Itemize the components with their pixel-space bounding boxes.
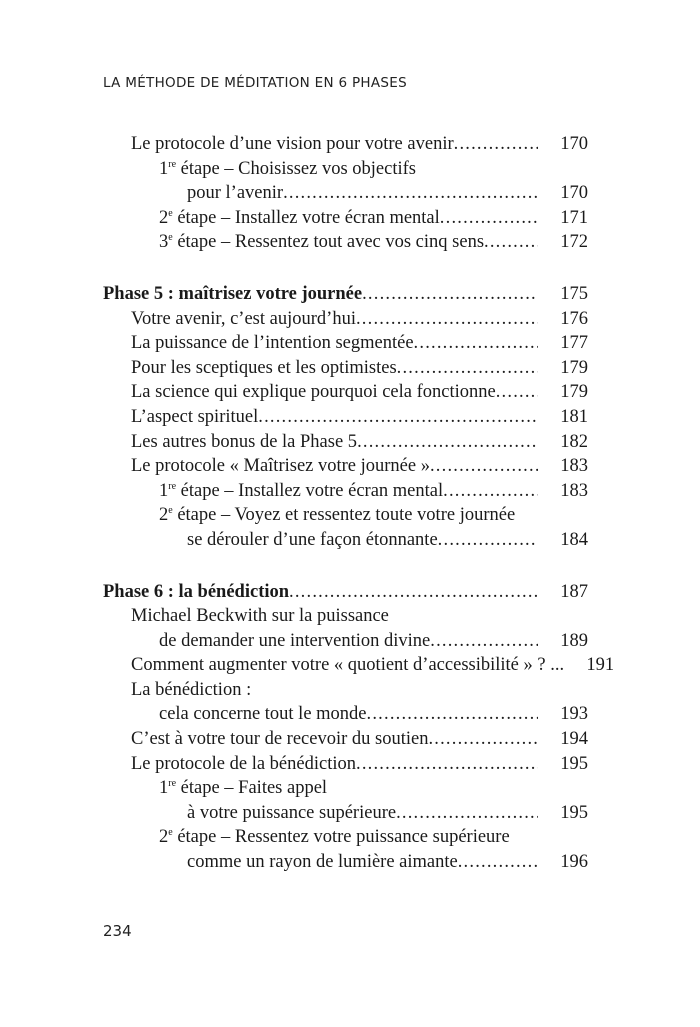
toc-page-number: 189 bbox=[560, 630, 588, 651]
dot-leader bbox=[258, 405, 538, 430]
entry-text: Le protocole d’une vision pour votre avenir bbox=[131, 134, 454, 154]
entry-text: La science qui explique pourquoi cela fonctionne bbox=[131, 382, 496, 403]
dot-leader bbox=[443, 479, 538, 504]
entry-text: étape – Installez votre écran mental bbox=[176, 480, 444, 501]
toc-entry-title bbox=[131, 331, 414, 356]
toc-entry-title bbox=[187, 528, 438, 553]
entry-text: de demander une intervention divine bbox=[159, 630, 431, 651]
toc-entry bbox=[103, 503, 588, 528]
toc-entry bbox=[103, 528, 588, 553]
toc-entry bbox=[103, 380, 588, 405]
ordinal-suffix: re bbox=[168, 480, 177, 492]
toc-entry-title bbox=[131, 604, 389, 629]
step-number: 2 bbox=[159, 827, 169, 848]
step-number: 1 bbox=[159, 480, 169, 501]
entry-text: La bénédiction : bbox=[131, 679, 252, 700]
entry-text: Pour les sceptiques et les optimistes bbox=[131, 357, 397, 378]
toc-page-number: 172 bbox=[560, 232, 588, 253]
entry-text: Michael Beckwith sur la puissance bbox=[131, 606, 389, 627]
toc-entry-title bbox=[159, 629, 430, 654]
entry-text: se dérouler d’une façon étonnante bbox=[187, 529, 438, 550]
toc-page-number: 194 bbox=[560, 729, 588, 750]
toc-entry bbox=[103, 405, 588, 430]
toc-entry bbox=[103, 430, 588, 455]
toc-entry-title bbox=[131, 752, 356, 777]
page-number: 234 bbox=[103, 922, 132, 940]
toc-page-number: 193 bbox=[560, 704, 588, 725]
ordinal-suffix: e bbox=[168, 207, 173, 219]
dot-leader bbox=[356, 307, 538, 332]
toc-entry bbox=[103, 604, 588, 629]
toc-page-number: 179 bbox=[560, 357, 588, 378]
toc-page-number: 183 bbox=[560, 480, 588, 501]
entry-text: La puissance de l’intention segmentée bbox=[131, 333, 414, 354]
toc-entry bbox=[103, 702, 588, 727]
dot-leader bbox=[458, 850, 538, 875]
entry-text: pour l’avenir bbox=[187, 183, 284, 204]
toc-page-number: 183 bbox=[560, 456, 588, 477]
dot-leader bbox=[356, 752, 538, 777]
toc-entry-title bbox=[131, 653, 564, 678]
toc-entry bbox=[103, 727, 588, 752]
toc-entry bbox=[103, 356, 588, 381]
toc-entry-title bbox=[159, 825, 510, 850]
step-number: 2 bbox=[159, 505, 169, 526]
entry-text: Phase 5 : maîtrisez votre journée bbox=[103, 283, 363, 304]
toc-section-heading bbox=[103, 580, 588, 605]
toc-entry bbox=[103, 629, 588, 654]
entry-text: comme un rayon de lumière aimante bbox=[187, 852, 458, 873]
toc-entry-title bbox=[159, 230, 484, 255]
toc-page-number: 175 bbox=[560, 283, 588, 304]
section-gap bbox=[103, 255, 588, 282]
toc-page-number: 170 bbox=[560, 183, 588, 204]
dot-leader bbox=[454, 132, 538, 157]
entry-text: Phase 6 : la bénédiction bbox=[103, 581, 290, 602]
ordinal-suffix: e bbox=[168, 827, 173, 839]
entry-text: L’aspect spirituel bbox=[131, 406, 259, 427]
toc-entry bbox=[103, 230, 588, 255]
toc-entry-title bbox=[131, 132, 454, 157]
toc-entry bbox=[103, 752, 588, 777]
toc-entry-title bbox=[131, 678, 251, 703]
toc-page-number: 170 bbox=[560, 134, 588, 154]
entry-text: Le protocole « Maîtrisez votre journée » bbox=[131, 456, 430, 477]
toc-page-number: 191 bbox=[586, 655, 615, 676]
toc-entry bbox=[103, 307, 588, 332]
toc-entry-title bbox=[131, 307, 356, 332]
ordinal-suffix: re bbox=[168, 778, 177, 790]
toc-entry-title bbox=[131, 405, 258, 430]
toc-page-number: 179 bbox=[560, 382, 588, 403]
dot-leader bbox=[283, 181, 538, 206]
toc-entry bbox=[103, 454, 588, 479]
entry-text: étape – Choisissez vos objectifs bbox=[176, 158, 416, 179]
toc-entry bbox=[103, 678, 588, 703]
toc-entry bbox=[103, 653, 615, 678]
dot-leader bbox=[289, 580, 538, 605]
ordinal-suffix: re bbox=[168, 158, 177, 170]
dot-leader bbox=[397, 356, 538, 381]
toc-entry-title bbox=[159, 503, 515, 528]
entry-text: Votre avenir, c’est aujourd’hui bbox=[131, 308, 356, 329]
dot-leader bbox=[414, 331, 538, 356]
toc-entry-title bbox=[159, 157, 416, 182]
step-number: 1 bbox=[159, 778, 169, 799]
entry-text: étape – Faites appel bbox=[176, 778, 328, 799]
entry-text: étape – Installez votre écran mental bbox=[172, 207, 440, 228]
toc-entry-title bbox=[187, 181, 283, 206]
ordinal-suffix: e bbox=[168, 505, 173, 517]
section-gap bbox=[103, 553, 588, 580]
toc-entry-title bbox=[159, 776, 327, 801]
toc-page-number: 187 bbox=[560, 581, 588, 602]
toc-entry bbox=[103, 181, 588, 206]
dot-leader bbox=[484, 230, 538, 255]
toc-page-number: 195 bbox=[560, 802, 588, 823]
entry-text: Les autres bonus de la Phase 5 bbox=[131, 431, 358, 452]
dot-leader bbox=[396, 801, 538, 826]
entry-text: étape – Voyez et ressentez toute votre journée bbox=[172, 505, 516, 526]
toc-entry-title bbox=[159, 479, 443, 504]
entry-text: étape – Ressentez tout avec vos cinq sens bbox=[172, 232, 485, 253]
toc-page-number: 171 bbox=[560, 207, 588, 228]
toc-entry bbox=[103, 479, 588, 504]
dot-leader bbox=[440, 206, 538, 231]
toc-entry bbox=[103, 132, 588, 157]
toc-page-number: 177 bbox=[560, 333, 588, 354]
dot-leader bbox=[428, 727, 538, 752]
toc-entry-title bbox=[103, 580, 289, 605]
dot-leader bbox=[438, 528, 538, 553]
toc-entry-title bbox=[187, 850, 458, 875]
toc-page-number: 176 bbox=[560, 308, 588, 329]
entry-text: cela concerne tout le monde bbox=[159, 704, 367, 725]
toc-page-number: 182 bbox=[560, 431, 588, 452]
dot-leader bbox=[367, 702, 538, 727]
toc-entry-title bbox=[159, 702, 367, 727]
dot-leader bbox=[357, 430, 538, 455]
toc-page-number: 196 bbox=[560, 852, 588, 873]
step-number: 3 bbox=[159, 232, 169, 253]
dot-leader bbox=[362, 282, 538, 307]
entry-text: Comment augmenter votre « quotient d’accessibilité » ? ... bbox=[131, 655, 565, 676]
step-number: 2 bbox=[159, 207, 169, 228]
toc-entry-title bbox=[131, 454, 430, 479]
toc-entry-title bbox=[187, 801, 396, 826]
toc-entry bbox=[103, 776, 588, 801]
dot-leader bbox=[430, 629, 538, 654]
toc-entry-title bbox=[131, 356, 397, 381]
toc-section-heading bbox=[103, 282, 588, 307]
ordinal-suffix: e bbox=[168, 232, 173, 244]
toc-entry-title bbox=[131, 430, 357, 455]
toc-entry bbox=[103, 825, 588, 850]
toc-entry-title bbox=[159, 206, 440, 231]
toc-page-number: 195 bbox=[560, 753, 588, 774]
entry-text: étape – Ressentez votre puissance supérieure bbox=[172, 827, 510, 848]
dot-leader bbox=[496, 380, 538, 405]
toc-page-number: 184 bbox=[560, 529, 588, 550]
toc-entry bbox=[103, 157, 588, 182]
running-header: LA MÉTHODE DE MÉDITATION EN 6 PHASES bbox=[103, 75, 407, 91]
toc-entry-title bbox=[131, 727, 428, 752]
dot-leader bbox=[430, 454, 538, 479]
toc-entry-title bbox=[103, 282, 362, 307]
entry-text: Le protocole de la bénédiction bbox=[131, 753, 356, 774]
entry-text: C’est à votre tour de recevoir du soutien bbox=[131, 729, 429, 750]
step-number: 1 bbox=[159, 158, 169, 179]
toc-entry-title bbox=[131, 380, 496, 405]
toc-entry bbox=[103, 331, 588, 356]
toc-page-number: 181 bbox=[560, 406, 588, 427]
entry-text: à votre puissance supérieure bbox=[187, 802, 397, 823]
table-of-contents bbox=[103, 132, 615, 875]
toc-entry bbox=[103, 850, 588, 875]
toc-entry bbox=[103, 206, 588, 231]
toc-entry bbox=[103, 801, 588, 826]
